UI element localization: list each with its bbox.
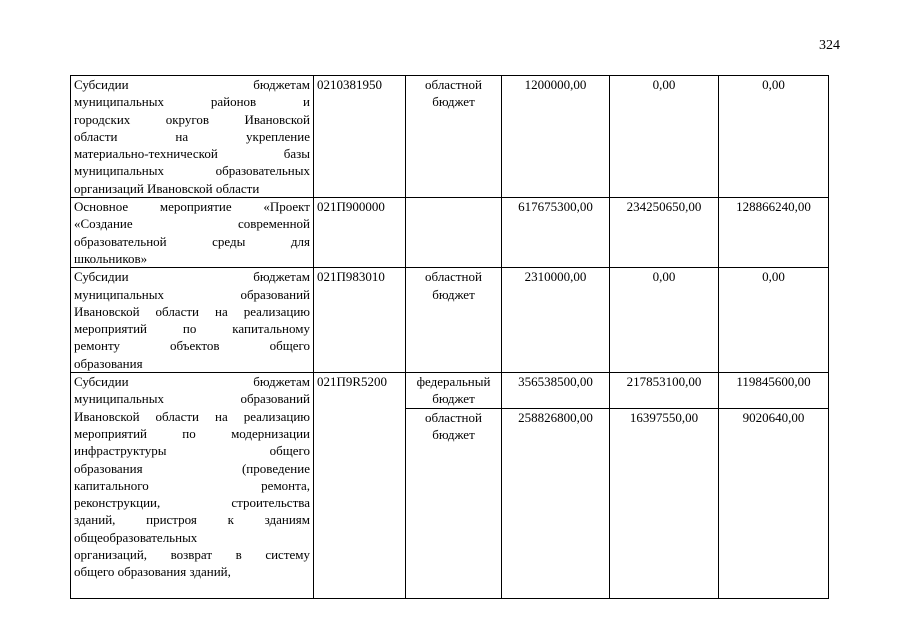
table-row (71, 268, 829, 373)
source-cell: федеральный бюджет (406, 373, 502, 409)
description-line: материально-технической базы (74, 146, 310, 162)
description-line: образовательной среды для (74, 233, 310, 249)
code-cell: 021П900000 (314, 198, 406, 268)
description-line: мероприятий по капитальному (74, 321, 310, 337)
value-2019-cell: 258826800,00 (502, 408, 610, 598)
description-line: ремонту объектов общего (74, 338, 310, 354)
description-line: Субсидии бюджетам (74, 269, 310, 285)
description-line: образования (74, 355, 143, 371)
description-line: общеобразовательных (74, 529, 198, 545)
description-cell (71, 268, 314, 373)
description-line: муниципальных районов и (74, 94, 310, 110)
value-2019-cell: 1200000,00 (502, 76, 610, 198)
description-line: муниципальных образовательных (74, 163, 310, 179)
value-2020-cell: 217853100,00 (610, 373, 719, 409)
description-line: организаций Ивановской области (74, 180, 260, 196)
value-2021-cell: 9020640,00 (719, 408, 829, 598)
description-line: организаций, возврат в систему (74, 547, 310, 563)
description-line: Ивановской области на реализацию (74, 408, 310, 424)
budget-table (70, 75, 829, 599)
description-line: образования (проведение (74, 460, 310, 476)
description-line: общего образования зданий, (74, 564, 231, 580)
value-2021-cell: 128866240,00 (719, 198, 829, 268)
table-row (71, 76, 829, 198)
value-2021-cell: 0,00 (719, 268, 829, 373)
code-cell: 021П9R5200 (314, 373, 406, 599)
code-cell: 0210381950 (314, 76, 406, 198)
source-cell (406, 198, 502, 268)
table-row (71, 198, 829, 268)
description-line: муниципальных образований (74, 391, 310, 407)
description-cell (71, 373, 314, 599)
table-row (71, 373, 829, 409)
value-2020-cell: 0,00 (610, 76, 719, 198)
value-2019-cell: 2310000,00 (502, 268, 610, 373)
description-cell (71, 198, 314, 268)
description-cell (71, 76, 314, 198)
description-line: Субсидии бюджетам (74, 374, 310, 390)
description-line: инфраструктуры общего (74, 443, 310, 459)
source-cell: областной бюджет (406, 408, 502, 598)
source-cell: областной бюджет (406, 76, 502, 198)
description-line: школьников» (74, 250, 148, 266)
description-line: муниципальных образований (74, 286, 310, 302)
description-line: мероприятий по модернизации (74, 425, 310, 441)
description-line: Ивановской области на реализацию (74, 303, 310, 319)
value-2021-cell: 0,00 (719, 76, 829, 198)
description-line: области на укрепление (74, 128, 310, 144)
code-cell: 021П983010 (314, 268, 406, 373)
value-2020-cell: 16397550,00 (610, 408, 719, 598)
description-line: «Создание современной (74, 216, 310, 232)
description-line: реконструкции, строительства (74, 495, 310, 511)
value-2019-cell: 356538500,00 (502, 373, 610, 409)
description-line: Основное мероприятие «Проект (74, 199, 310, 215)
page-number: 324 (819, 38, 840, 53)
source-cell: областной бюджет (406, 268, 502, 373)
value-2020-cell: 234250650,00 (610, 198, 719, 268)
value-2019-cell: 617675300,00 (502, 198, 610, 268)
value-2021-cell: 119845600,00 (719, 373, 829, 409)
description-line: капитального ремонта, (74, 477, 310, 493)
description-line: городских округов Ивановской (74, 111, 310, 127)
description-line: зданий, пристроя к зданиям (74, 512, 310, 528)
budget-table-body (71, 76, 829, 599)
description-line: Субсидии бюджетам (74, 77, 310, 92)
value-2020-cell: 0,00 (610, 268, 719, 373)
